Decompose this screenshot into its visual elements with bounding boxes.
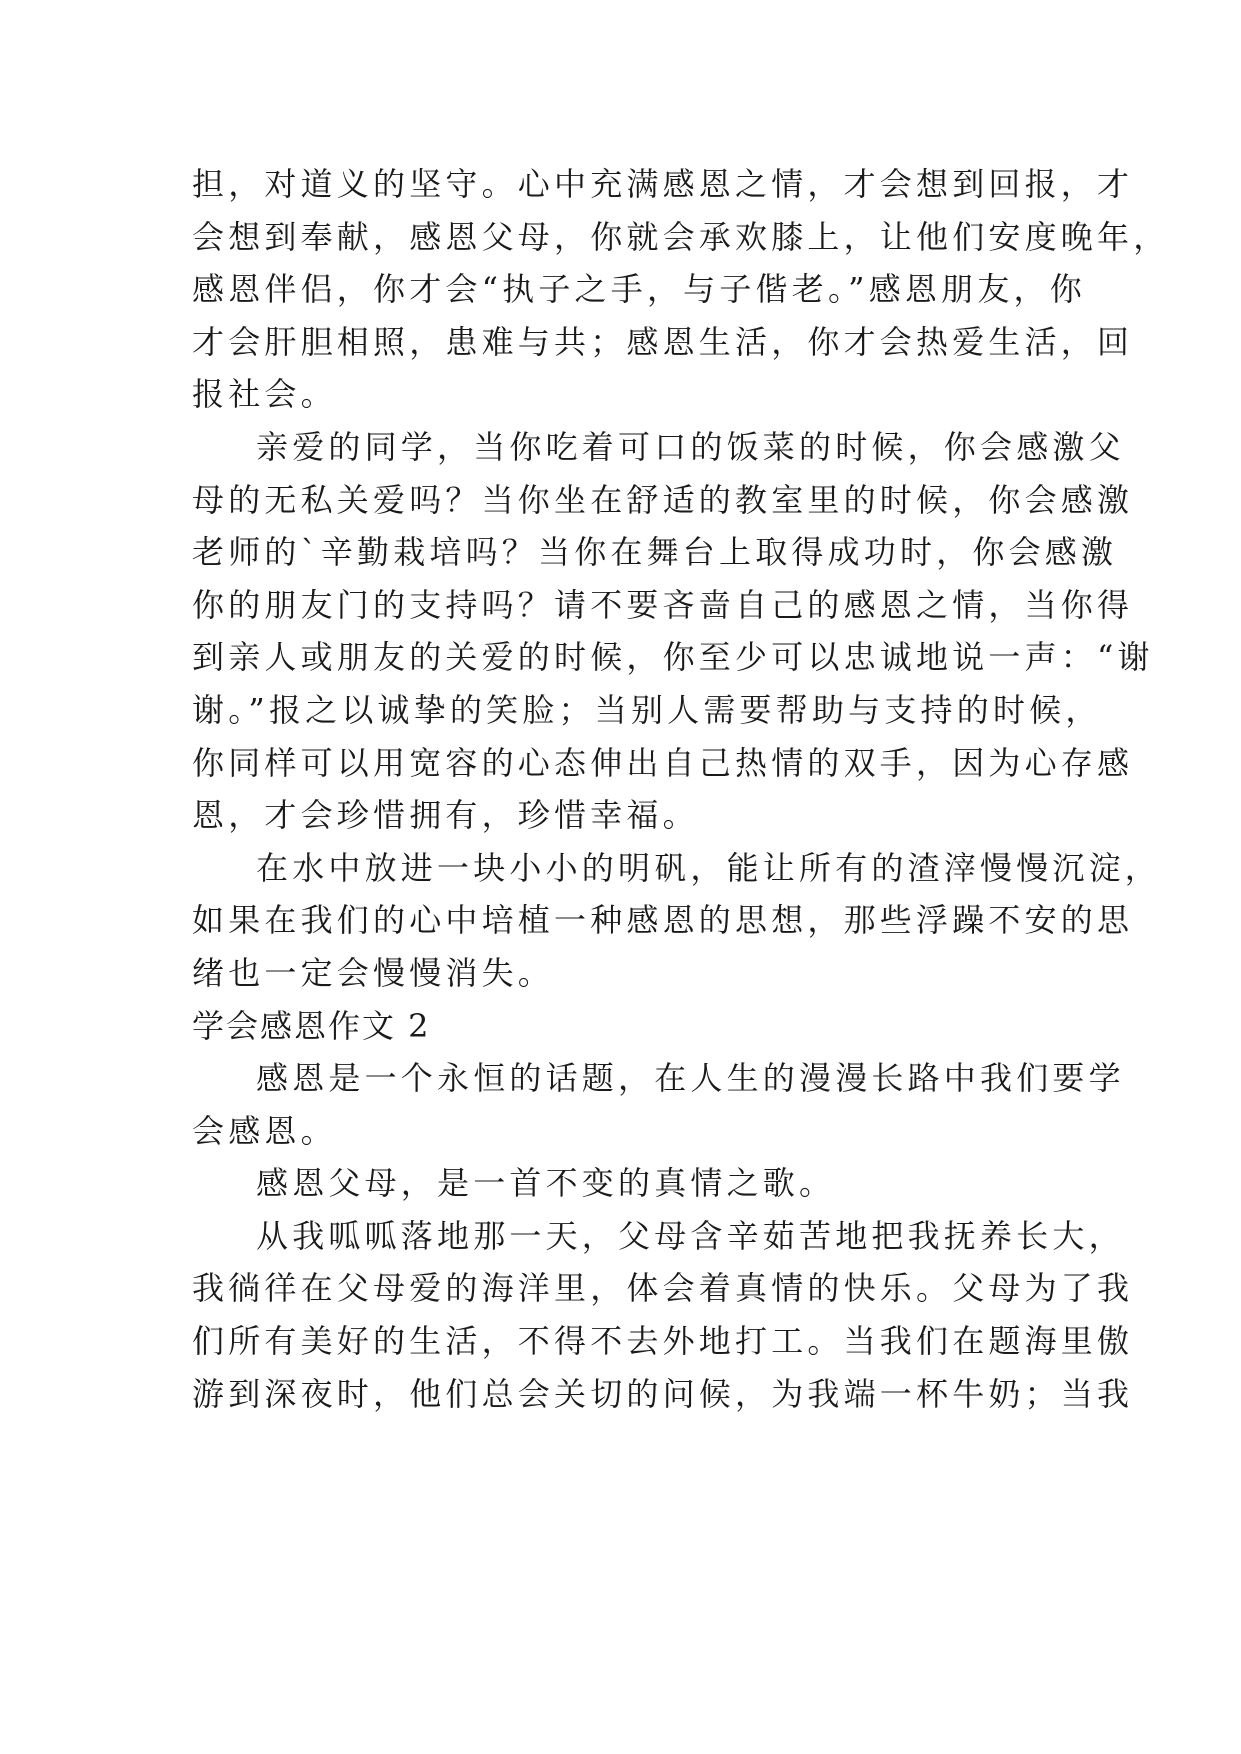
- text-line: 感恩伴侣，你才会“执子之手，与子偕老。”感恩朋友，你: [192, 270, 1086, 309]
- text-line: 谢。”报之以诚挚的笑脸；当别人需要帮助与支持的时候，: [192, 690, 1102, 729]
- text-line: 到亲人或朋友的关爱的时候，你至少可以忠诚地说一声：“谢: [192, 638, 1154, 677]
- paragraph-first-line: 在水中放进一块小小的明矾，能让所有的渣滓慢慢沉淀，: [256, 848, 1162, 887]
- document-body: [192, 158, 1170, 1420]
- text-line: 如果在我们的心中培植一种感恩的思想，那些浮躁不安的思: [192, 901, 1134, 940]
- text-line: 们所有美好的生活，不得不去外地打工。当我们在题海里傲: [192, 1322, 1134, 1361]
- text-line: 会想到奉献，感恩父母，你就会承欢膝上，让他们安度晚年，: [192, 217, 1170, 256]
- text-line: 我徜徉在父母爱的海洋里，体会着真情的快乐。父母为了我: [192, 1269, 1134, 1308]
- text-line: 游到深夜时，他们总会关切的问候，为我端一杯牛奶；当我: [192, 1374, 1134, 1413]
- text-line: 老师的`辛勤栽培吗？当你在舞台上取得成功时，你会感激: [192, 533, 1118, 572]
- paragraph-first-line: 感恩父母，是一首不变的真情之歌。: [256, 1164, 836, 1203]
- section-heading: 学会感恩作文 2: [192, 1006, 431, 1045]
- text-line: 绪也一定会慢慢消失。: [192, 953, 555, 992]
- text-line: 母的无私关爱吗？当你坐在舒适的教室里的时候，你会感激: [192, 480, 1134, 519]
- text-line: 担，对道义的坚守。心中充满感恩之情，才会想到回报，才: [192, 165, 1134, 203]
- text-line: 会感恩。: [192, 1111, 337, 1150]
- text-line: 恩，才会珍惜拥有，珍惜幸福。: [192, 796, 699, 835]
- text-line: 你同样可以用宽容的心态伸出自己热情的双手，因为心存感: [192, 743, 1134, 782]
- paragraph-first-line: 亲爱的同学，当你吃着可口的饭菜的时候，你会感激父: [256, 427, 1125, 466]
- paragraph-first-line: 感恩是一个永恒的话题，在人生的漫漫长路中我们要学: [256, 1059, 1125, 1098]
- text-line: 你的朋友门的支持吗？请不要吝啬自己的感恩之情，当你得: [192, 585, 1134, 624]
- text-line: 报社会。: [192, 375, 337, 414]
- paragraph-first-line: 从我呱呱落地那一天，父母含辛茹苦地把我抚养长大，: [256, 1216, 1125, 1255]
- text-line: 才会肝胆相照，患难与共；感恩生活，你才会热爱生活，回: [192, 322, 1134, 361]
